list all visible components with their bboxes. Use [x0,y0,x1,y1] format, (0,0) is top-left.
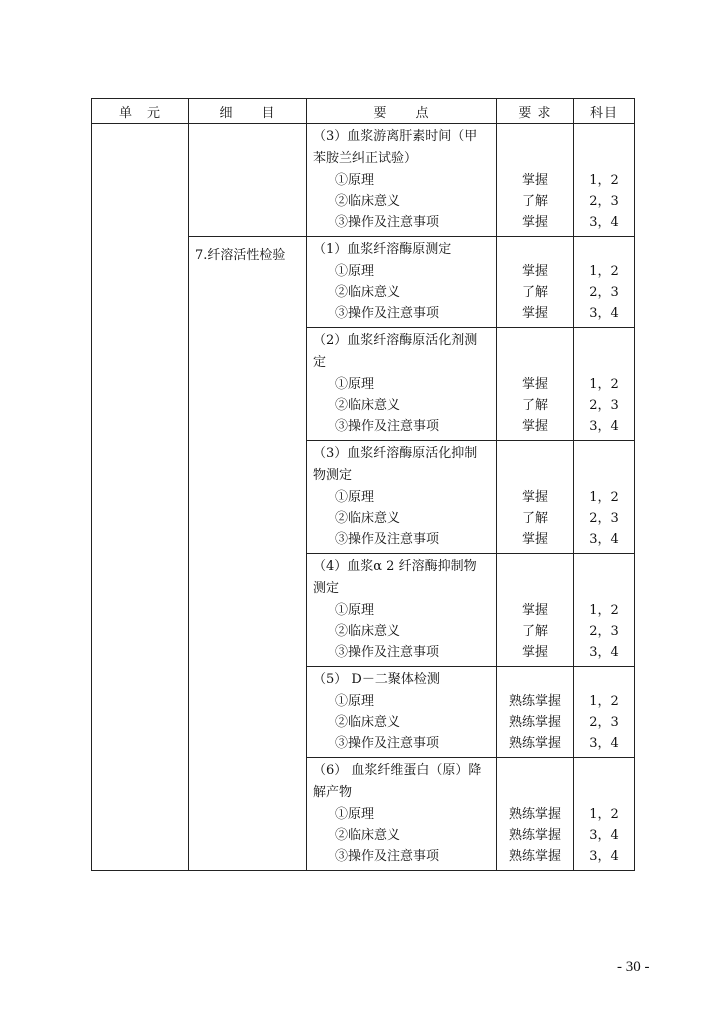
detail-label: 7.纤溶活性检验 [195,248,286,263]
point-item: ①原理 [335,173,375,188]
point-item: ①原理 [335,603,375,618]
subject-cell [574,441,635,554]
requirement-value: 掌握 [521,419,548,434]
point-item: ②临床意义 [335,715,401,730]
title-spacer [574,441,634,487]
requirement-cell [497,554,574,667]
subject-value: 2，3 [589,194,619,209]
subject-value: 3，4 [589,306,619,321]
point-item: ②临床意义 [335,624,401,639]
subject-value: 1，2 [589,490,619,505]
point-item: ③操作及注意事项 [335,736,440,751]
requirement-value: 了解 [521,624,548,639]
subject-value: 1，2 [589,173,619,188]
points-cell [307,124,497,237]
point-item: ③操作及注意事项 [335,215,440,230]
subject-value: 2，3 [589,511,619,526]
requirement-cell [497,758,574,871]
detail-cell [189,237,307,871]
header-subject: 科目 [574,99,635,124]
requirement-value: 了解 [521,285,548,300]
requirement-value: 掌握 [521,377,548,392]
title-spacer [574,758,634,804]
title-spacer [497,124,573,170]
subject-value: 1，2 [589,264,619,279]
requirement-value: 掌握 [521,645,548,660]
cell-padding [574,867,634,870]
subject-value: 3，4 [589,215,619,230]
point-item: ②临床意义 [335,285,401,300]
point-title [307,328,496,374]
requirement-value: 熟练掌握 [508,828,561,843]
page-number: - 30 - [617,959,650,975]
point-title [307,441,496,487]
requirement-cell [497,124,574,237]
title-spacer [497,667,573,691]
point-title [307,758,496,804]
subject-value: 3，4 [589,419,619,434]
subject-cell [574,124,635,237]
title-spacer [574,667,634,691]
subject-value: 2，3 [589,285,619,300]
subject-value: 3，4 [589,736,619,751]
requirement-cell [497,237,574,328]
title-spacer [574,554,634,600]
points-cell [307,441,497,554]
point-item: ②临床意义 [335,398,401,413]
point-title-line: （3）血浆游离肝素时间（甲 [313,129,478,144]
requirement-value: 掌握 [521,603,548,618]
point-title-line: 定 [313,355,327,370]
point-title-line: 解产物 [313,785,353,800]
subject-value: 2，3 [589,715,619,730]
point-title-line: （3）血浆纤溶酶原活化抑制 [313,446,478,461]
points-cell [307,758,497,871]
point-item: ②临床意义 [335,194,401,209]
subject-value: 2，3 [589,624,619,639]
unit-cell [92,124,189,871]
requirement-value: 了解 [521,511,548,526]
requirement-value: 掌握 [521,532,548,547]
points-cell [307,237,497,328]
points-cell [307,554,497,667]
subject-value: 1，2 [589,807,619,822]
header-requirement: 要 求 [497,99,574,124]
point-item: ①原理 [335,264,375,279]
requirement-cell [497,328,574,441]
requirement-value: 掌握 [521,490,548,505]
point-item: ①原理 [335,490,375,505]
point-item: ③操作及注意事项 [335,419,440,434]
title-spacer [574,237,634,261]
requirement-value: 熟练掌握 [508,736,561,751]
detail-cell [189,124,307,237]
point-title-line: （6） 血浆纤维蛋白（原）降 [313,763,482,778]
title-spacer [497,758,573,804]
title-spacer [574,328,634,374]
point-title-line: 测定 [313,581,340,596]
subject-value: 3，4 [589,645,619,660]
subject-cell [574,667,635,758]
point-item: ②临床意义 [335,511,401,526]
point-title-line: 苯胺兰纠正试验） [313,151,418,166]
cell-padding [307,867,496,870]
requirement-cell [497,667,574,758]
subject-cell [574,237,635,328]
title-spacer [497,237,573,261]
point-title-line: （4）血浆α 2 纤溶酶抑制物 [313,559,477,574]
title-spacer [497,328,573,374]
point-item: ②临床意义 [335,828,401,843]
subject-value: 3，4 [589,849,619,864]
subject-value: 1，2 [589,694,619,709]
point-title [307,124,496,170]
points-cell [307,667,497,758]
subject-cell [574,328,635,441]
cell-padding [497,867,573,870]
requirement-value: 掌握 [521,173,548,188]
requirement-value: 了解 [521,194,548,209]
title-spacer [497,441,573,487]
requirement-value: 了解 [521,398,548,413]
requirement-value: 熟练掌握 [508,715,561,730]
point-item: ①原理 [335,694,375,709]
subject-value: 2，3 [589,398,619,413]
detail-label [189,124,306,131]
header-points: 要 点 [307,99,497,124]
point-title-line: （1）血浆纤溶酶原测定 [313,242,452,257]
requirement-value: 熟练掌握 [508,694,561,709]
header-detail: 细 目 [189,99,307,124]
requirement-value: 掌握 [521,264,548,279]
point-title-line: （5） D－二聚体检测 [313,672,440,687]
point-title [307,667,496,691]
syllabus-table [91,98,635,871]
point-item: ③操作及注意事项 [335,532,440,547]
point-item: ③操作及注意事项 [335,645,440,660]
point-title [307,237,496,261]
table-body [92,124,635,871]
subject-value: 1，2 [589,377,619,392]
subject-value: 3，4 [589,828,619,843]
point-title-line: （2）血浆纤溶酶原活化剂测 [313,333,478,348]
title-spacer [497,554,573,600]
subject-value: 3，4 [589,532,619,547]
title-spacer [574,124,634,170]
header-row [92,99,635,124]
point-title-line: 物测定 [313,468,353,483]
point-title [307,554,496,600]
subject-value: 1，2 [589,603,619,618]
point-item: ①原理 [335,377,375,392]
point-item: ①原理 [335,807,375,822]
subject-cell [574,758,635,871]
requirement-value: 掌握 [521,215,548,230]
point-item: ③操作及注意事项 [335,849,440,864]
point-item: ③操作及注意事项 [335,306,440,321]
requirement-value: 掌握 [521,306,548,321]
subject-cell [574,554,635,667]
requirement-value: 熟练掌握 [508,849,561,864]
requirement-value: 熟练掌握 [508,807,561,822]
points-cell [307,328,497,441]
header-unit: 单 元 [92,99,189,124]
requirement-cell [497,441,574,554]
table-row [92,124,635,237]
